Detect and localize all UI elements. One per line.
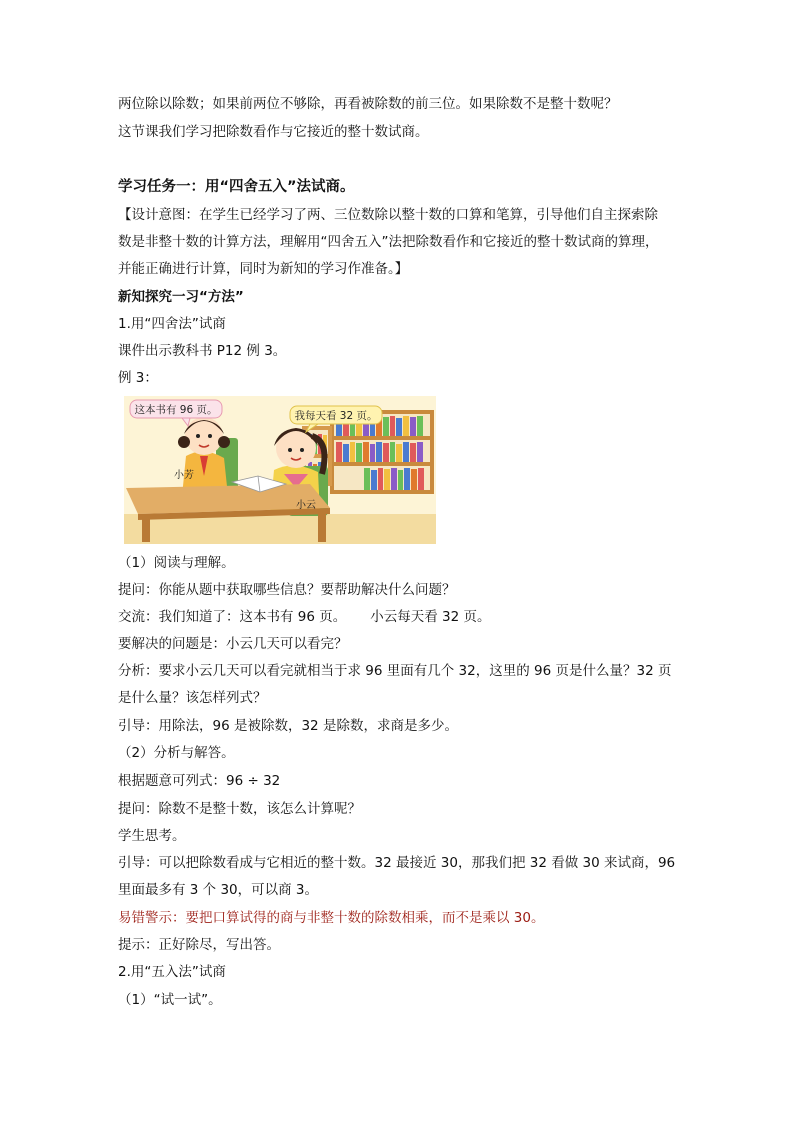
step-heading: （1）阅读与理解。 [118, 555, 235, 571]
exchange-part-b: 小云每天看 32 页。 [370, 609, 491, 625]
guide-line: 里面最多有 3 个 30，可以商 3。 [118, 882, 319, 898]
design-intent-line: 【设计意图：在学生已经学习了两、三位数除以整十数的口算和笔算，引导他们自主探索除 [118, 207, 658, 223]
text-line: 这节课我们学习把除数看作与它接近的整十数试商。 [118, 124, 429, 140]
text-line: 两位除以除数；如果前两位不够除，再看被除数的前三位。如果除数不是整十数呢？ [118, 96, 618, 112]
exchange-part-a: 交流：我们知道了：这本书有 96 页。 [118, 609, 347, 625]
guide-line: 引导：可以把除数看成与它相近的整十数。32 最接近 30，那我们把 32 看做 30 来试商，96 [118, 855, 676, 871]
method-heading: 2.用“五入法”试商 [118, 964, 226, 980]
text-line: 引导：用除法，96 是被除数，32 是除数，求商是多少。 [118, 718, 458, 734]
analysis-line: 是什么量？该怎样列式？ [118, 690, 267, 706]
example-label: 例 3： [118, 370, 158, 386]
design-intent-line: 并能正确进行计算，同时为新知的学习作准备。】 [118, 261, 409, 277]
formula-line: 根据题意可列式：96 ÷ 32 [118, 773, 281, 789]
subsection-heading: 新知探究一习“方法” [118, 289, 244, 305]
section-heading: 学习任务一：用“四舍五入”法试商。 [118, 179, 355, 195]
name-label-right: 小云 [296, 500, 316, 511]
analysis-line: 分析：要求小云几天可以看完就相当于求 96 里面有几个 32，这里的 96 页是什么量？32 页 [118, 663, 672, 679]
design-intent-line: 数是非整十数的计算方法，理解用“四舍五入”法把除数看作和它接近的整十数试商的算理， [118, 234, 659, 250]
warning-note: 易错警示：要把口算试得的商与非整十数的除数相乘，而不是乘以 30。 [118, 910, 545, 926]
method-heading: 1.用“四舍法”试商 [118, 316, 226, 332]
text-line: 提问：你能从题中获取哪些信息？要帮助解决什么问题？ [118, 582, 456, 598]
name-label-left: 小芳 [174, 470, 194, 481]
step-heading: （1）“试一试”。 [118, 992, 222, 1008]
text-line: 提示：正好除尽，写出答。 [118, 937, 280, 953]
step-heading: （2）分析与解答。 [118, 745, 235, 761]
text-line: 课件出示教科书 P12 例 3。 [118, 343, 287, 359]
text-line: 提问：除数不是整十数，该怎么计算呢？ [118, 801, 361, 817]
example-illustration [124, 396, 436, 544]
text-line: 学生思考。 [118, 828, 186, 844]
text-line [118, 607, 698, 627]
text-line: 要解决的问题是：小云几天可以看完？ [118, 636, 348, 652]
bubble-left-text: 这本书有 96 页。 [134, 404, 218, 416]
bubble-right-text: 我每天看 32 页。 [294, 410, 378, 422]
